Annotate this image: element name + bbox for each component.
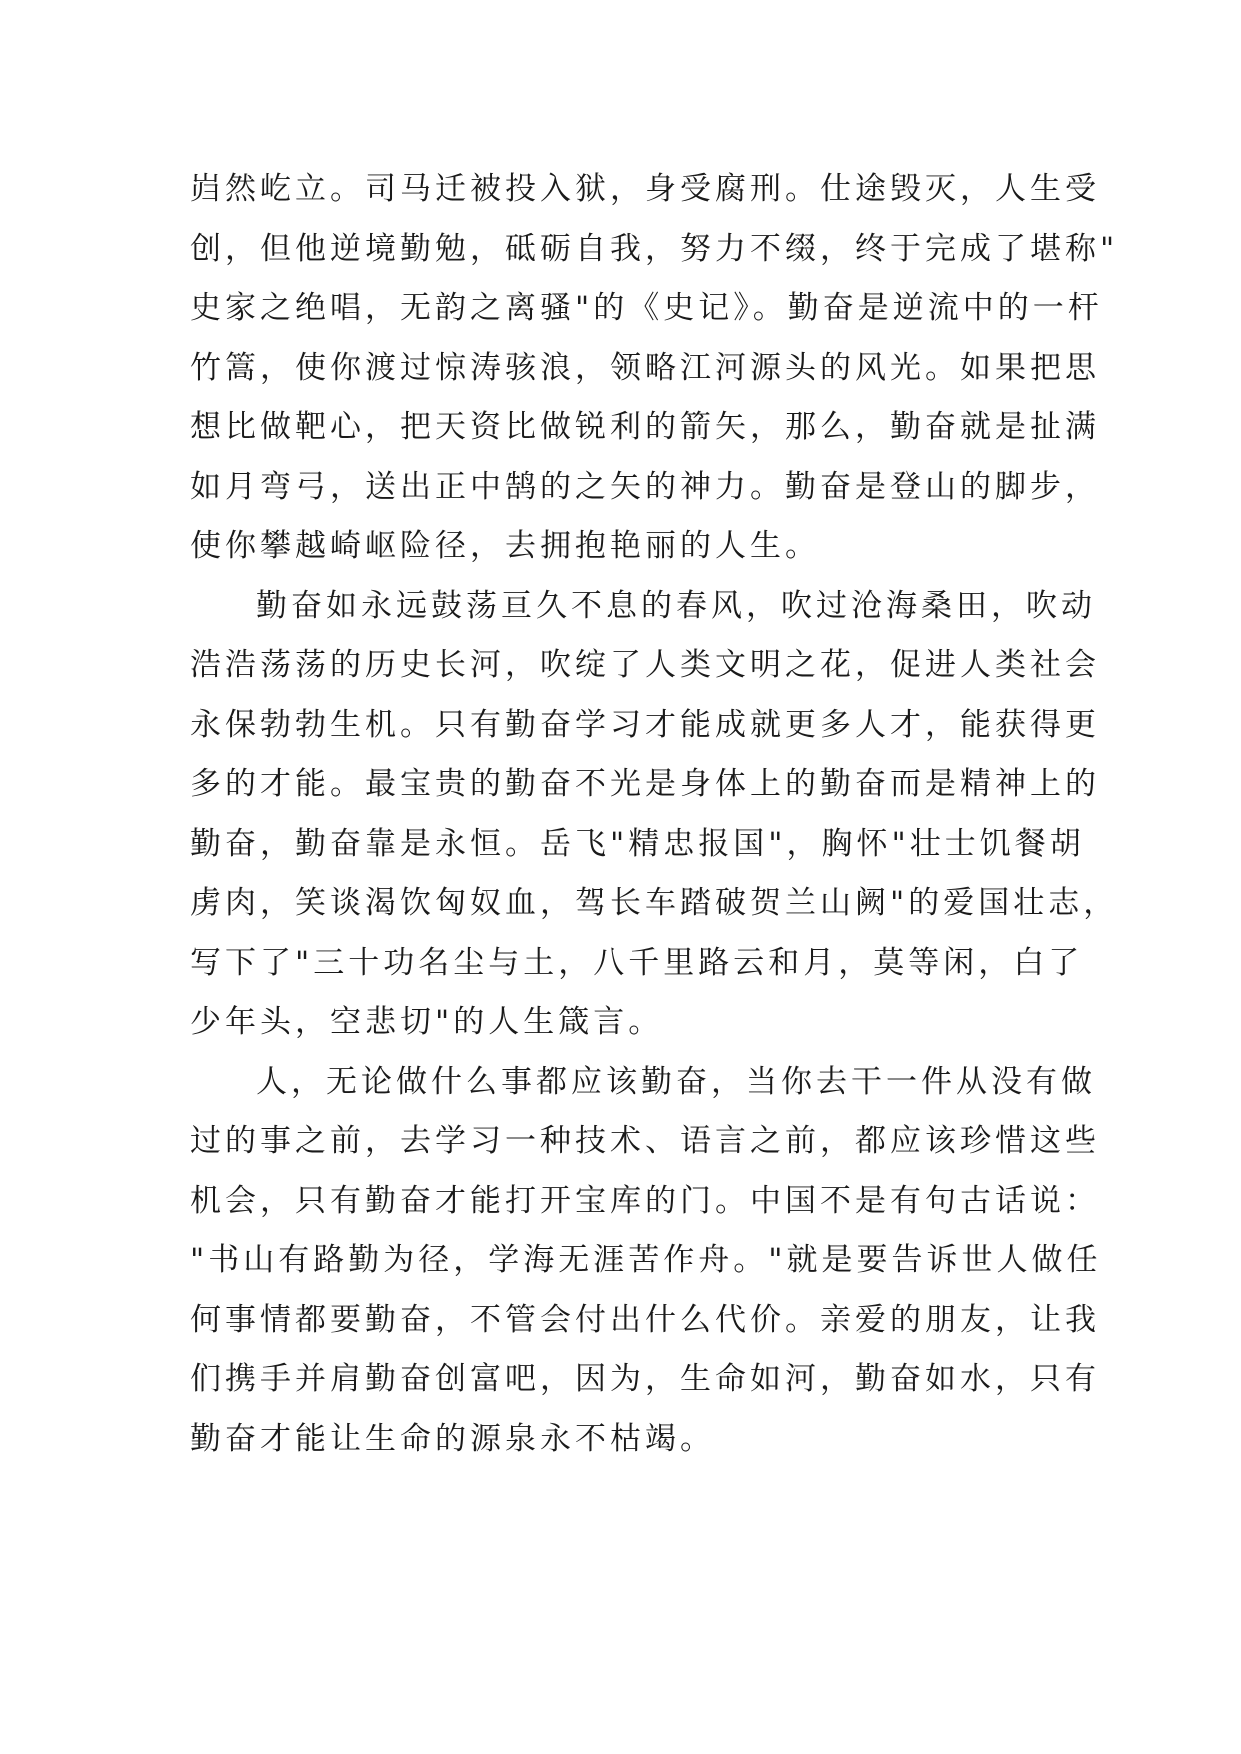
text-line: 人，无论做什么事都应该勤奋，当你去干一件从没有做 (256, 1063, 1096, 1100)
text-line: 如月弯弓，送出正中鹄的之矢的神力。勤奋是登山的脚步， (190, 468, 1100, 505)
text-line: 想比做靶心，把天资比做锐利的箭矢，那么，勤奋就是扯满 (190, 409, 1100, 445)
text-line: 多的才能。最宝贵的勤奋不光是身体上的勤奋而是精神上的 (190, 766, 1100, 802)
text-line: 勤奋，勤奋靠是永恒。岳飞"精忠报国"，胸怀"壮士饥餐胡 (190, 825, 1085, 862)
text-line: 永保勃勃生机。只有勤奋学习才能成就更多人才，能获得更 (190, 706, 1100, 743)
text-line: 创，但他逆境勤勉，砥砺自我，努力不缀，终于完成了堪称" (190, 230, 1119, 267)
text-line: 浩浩荡荡的历史长河，吹绽了人类文明之花，促进人类社会 (190, 647, 1100, 683)
text-line: 们携手并肩勤奋创富吧，因为，生命如河，勤奋如水，只有 (190, 1361, 1100, 1397)
body-text (190, 160, 1119, 1469)
text-line: 虏肉，笑谈渴饮匈奴血，驾长车踏破贺兰山阙"的爱国壮志， (190, 885, 1119, 921)
text-line: 过的事之前，去学习一种技术、语言之前，都应该珍惜这些 (190, 1123, 1100, 1159)
text-line: "书山有路勤为径，学海无涯苦作舟。"就是要告诉世人做任 (190, 1242, 1102, 1278)
text-line: 岿然屹立。司马迁被投入狱，身受腐刑。仕途毁灭，人生受 (190, 171, 1100, 207)
text-line: 少年头，空悲切"的人生箴言。 (190, 1004, 664, 1040)
text-line: 何事情都要勤奋，不管会付出什么代价。亲爱的朋友，让我 (190, 1301, 1100, 1338)
text-line: 勤奋如永远鼓荡亘久不息的春风，吹过沧海桑田，吹动 (256, 587, 1096, 624)
text-line: 写下了"三十功名尘与土，八千里路云和月，莫等闲，白了 (190, 944, 1084, 981)
text-line: 机会，只有勤奋才能打开宝库的门。中国不是有句古话说： (190, 1182, 1100, 1219)
text-line: 勤奋才能让生命的源泉永不枯竭。 (190, 1420, 715, 1457)
text-line: 史家之绝唱，无韵之离骚"的《史记》。勤奋是逆流中的一杆 (190, 290, 1103, 326)
text-line: 竹篙，使你渡过惊涛骇浪，领略江河源头的风光。如果把思 (190, 349, 1100, 386)
text-line: 使你攀越崎岖险径，去拥抱艳丽的人生。 (190, 528, 820, 564)
